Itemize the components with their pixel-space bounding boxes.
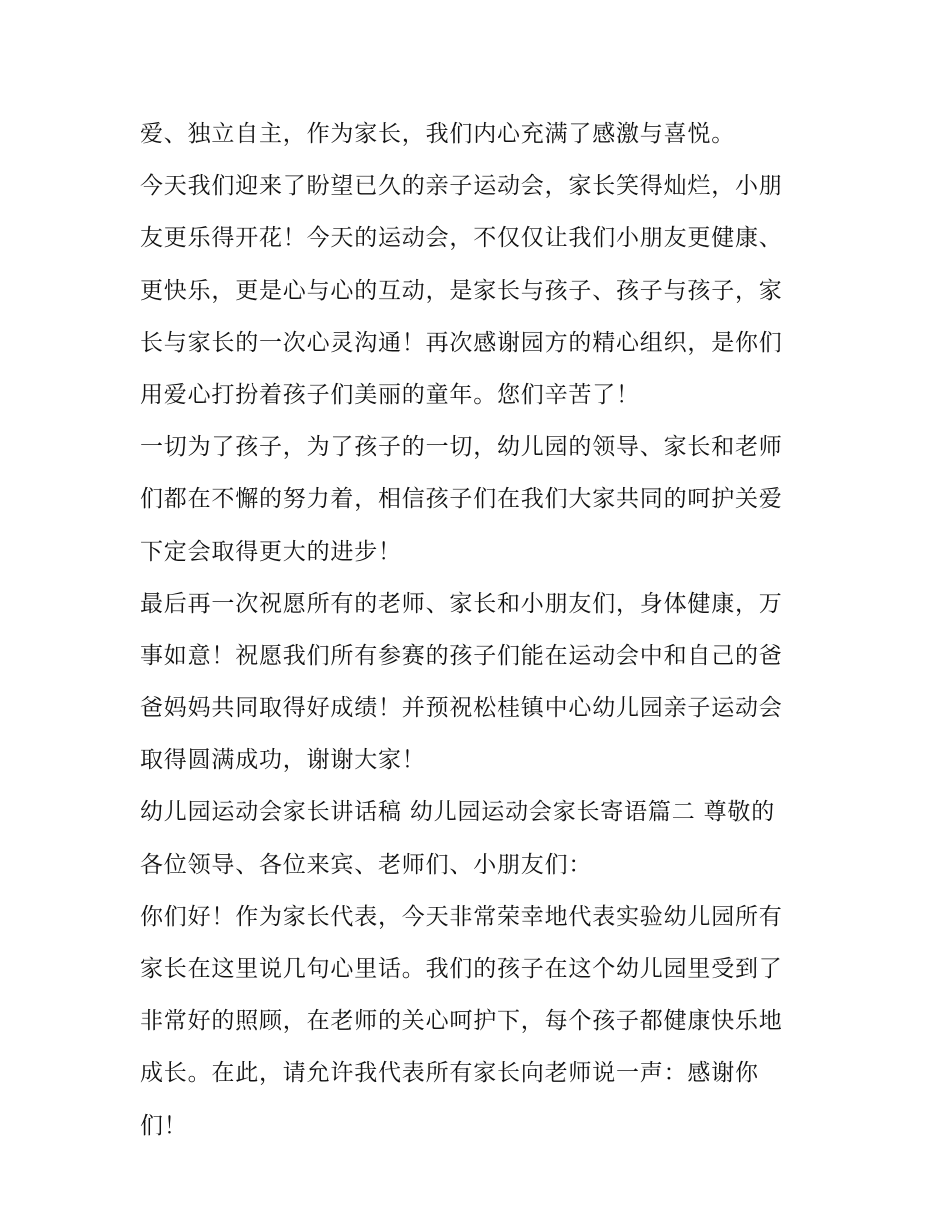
document-body xyxy=(140,108,820,1152)
text-line: 家长在这里说几句心里话。我们的孩子在这个幼儿园里受到了 xyxy=(140,956,783,982)
text-line: 友更乐得开花！今天的运动会，不仅仅让我们小朋友更健康、 xyxy=(140,225,783,252)
text-line: 今天我们迎来了盼望已久的亲子运动会，家长笑得灿烂，小朋 xyxy=(140,173,783,200)
text-line: 各位领导、各位来宾、老师们、小朋友们： xyxy=(140,851,593,878)
text-line: 一切为了孩子，为了孩子的一切，幼儿园的领导、家长和老师 xyxy=(140,434,783,461)
text-line: 最后再一次祝愿所有的老师、家长和小朋友们，身体健康，万 xyxy=(140,590,783,617)
text-line: 们！ xyxy=(140,1112,188,1139)
text-line: 下定会取得更大的进步！ xyxy=(140,538,402,565)
text-line: 成长。在此，请允许我代表所有家长向老师说一声：感谢你 xyxy=(140,1060,759,1087)
text-line: 长与家长的一次心灵沟通！再次感谢园方的精心组织，是你们 xyxy=(140,329,783,356)
text-line: 爸妈妈共同取得好成绩！并预祝松桂镇中心幼儿园亲子运动会 xyxy=(140,695,783,722)
text-line: 事如意！祝愿我们所有参赛的孩子们能在运动会中和自己的爸 xyxy=(140,642,783,669)
text-line: 取得圆满成功，谢谢大家！ xyxy=(140,747,426,774)
text-line: 你们好！作为家长代表，今天非常荣幸地代表实验幼儿园所有 xyxy=(140,903,783,930)
text-line: 们都在不懈的努力着，相信孩子们在我们大家共同的呵护关爱 xyxy=(140,486,783,513)
section-heading-line: 幼儿园运动会家长讲话稿 幼儿园运动会家长寄语篇二 尊敬的 xyxy=(140,799,776,826)
text-line: 爱、独立自主，作为家长，我们内心充满了感激与喜悦。 xyxy=(140,121,735,147)
text-line: 用爱心打扮着孩子们美丽的童年。您们辛苦了！ xyxy=(140,381,640,408)
text-line: 更快乐，更是心与心的互动，是家长与孩子、孩子与孩子，家 xyxy=(140,277,783,304)
text-line: 非常好的照顾，在老师的关心呵护下，每个孩子都健康快乐地 xyxy=(140,1008,783,1035)
